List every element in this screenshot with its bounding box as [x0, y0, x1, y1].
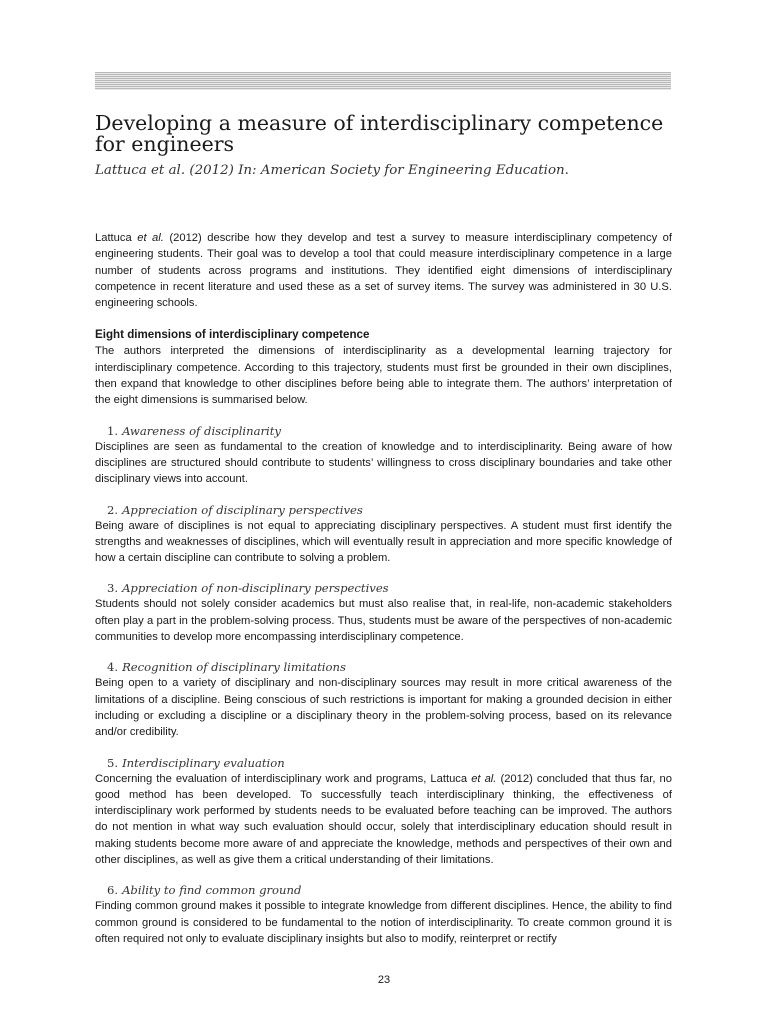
- dimension-2-text: Being aware of disciplines is not equal to appreciating disciplinary perspectives. A student must first identify the strengths and weaknesses of disciplines, which will eventually result in appreciation and more specific knowledge of how a certain discipline can contribute to solving a problem.: [95, 519, 672, 565]
- document-citation: [95, 163, 695, 178]
- intro-et-al: et al.: [137, 232, 164, 244]
- dimension-4-title-text: Recognition of disciplinary limitations: [122, 660, 346, 675]
- dimension-5-title: [107, 755, 672, 771]
- dimension-6-title: [107, 882, 672, 898]
- page-number: 23: [377, 974, 391, 986]
- dimension-1-title: [107, 423, 672, 439]
- dimension-1-text: Disciplines are seen as fundamental to the creation of knowledge and to interdisciplinarity. Being aware of how disciplines are structured should contribute to students’ willingness to cross disciplinary boundaries and take other disciplinary views into account.: [95, 440, 672, 486]
- dimension-3-text: Students should not solely consider academics but must also realise that, in real-life, non-academic stakeholders often play a part in the problem-solving process. Thus, students must be aware of the perspectives of non-academic communities to develop more encompassing interdisciplinary competence.: [95, 598, 672, 644]
- dimension-4-text: Being open to a variety of disciplinary and non-disciplinary sources may result in more critical awareness of the limitations of a discipline. Being conscious of such restrictions is important for making a grounded decision in either including or excluding a discipline or a disciplinary theory in the problem-solving process, based on its relevance and/or credibility.: [95, 677, 672, 739]
- dimension-5-title-text: Interdisciplinary evaluation: [122, 755, 285, 770]
- dimension-3-title-text: Appreciation of non-disciplinary perspectives: [122, 581, 389, 596]
- section-intro-paragraph: The authors interpreted the dimensions of interdisciplinarity as a developmental learning trajectory for interdisciplinary competence. According to this trajectory, students must first be grounded in their own disciplines, then expand that knowledge to other disciplines before being able to integrate them. The authors’ interpretation of the eight dimensions is summarised below.: [95, 345, 672, 407]
- dimension-4-title: [107, 659, 672, 675]
- intro-text-b: (2012) describe how they develop and test a survey to measure interdisciplinary competency of engineering students. Their goal was to develop a tool that could measure interdisciplinary competence in a large number of students across programs and institutions. They identified eight dimensions of interdisciplinary competence in recent literature and used these as a set of survey items. The survey was administered in 30 U.S. engineering schools.: [95, 232, 672, 310]
- dimension-2-number: 2.: [107, 502, 119, 517]
- dimension-6-title-text: Ability to find common ground: [122, 883, 302, 898]
- dimension-1-title-text: Awareness of disciplinarity: [122, 423, 281, 438]
- dimension-3-title: [107, 580, 672, 596]
- dimension-6-number: 6.: [107, 883, 119, 898]
- citation-text: Lattuca et al. (2012) In: American Society for Engineering Education: [95, 163, 565, 178]
- intro-paragraph: [95, 230, 672, 311]
- dimension-2-title: [107, 502, 672, 518]
- document-title: Developing a measure of interdisciplinary competence for engineers: [95, 111, 664, 156]
- dimension-2-title-text: Appreciation of disciplinary perspectives: [122, 502, 363, 517]
- dimension-6-text: Finding common ground makes it possible to integrate knowledge from different disciplines. Hence, the ability to find common ground is considered to be fundamental to the notion of interdisciplinarity. To create common ground it is often required not only to evaluate disciplinary insights but also to modify, reinterpret or rectify: [95, 900, 672, 945]
- citation-end: .: [564, 163, 569, 178]
- dimension-5-text-a: Concerning the evaluation of interdisciplinary work and programs, Lattuca: [95, 772, 472, 785]
- dimension-3-number: 3.: [107, 581, 119, 596]
- dimension-5-text: [95, 771, 672, 869]
- intro-text-a: Lattuca: [95, 232, 138, 244]
- dimension-5-text-b: (2012) concluded that thus far, no good method has been developed. To successfully teach interdisciplinary thinking, the effectiveness of interdisciplinary work performed by students needs to be evaluated before teaching can be improved. The authors do not mention in what way such evaluation should occur, solely that interdisciplinary education should result in making students become more aware of and appreciate the knowledge, methods and perspectives of their own and other disciplines, as well as give them a critical understanding of their limitations.: [95, 772, 672, 867]
- header-decorative-band: [95, 72, 671, 90]
- dimension-1-number: 1.: [107, 423, 119, 438]
- document-body: [95, 230, 672, 961]
- dimension-5-et-al: et al.: [471, 772, 497, 785]
- dimension-4-number: 4.: [107, 660, 119, 675]
- section-heading: Eight dimensions of interdisciplinary competence: [95, 328, 370, 342]
- dimension-5-number: 5.: [107, 755, 119, 770]
